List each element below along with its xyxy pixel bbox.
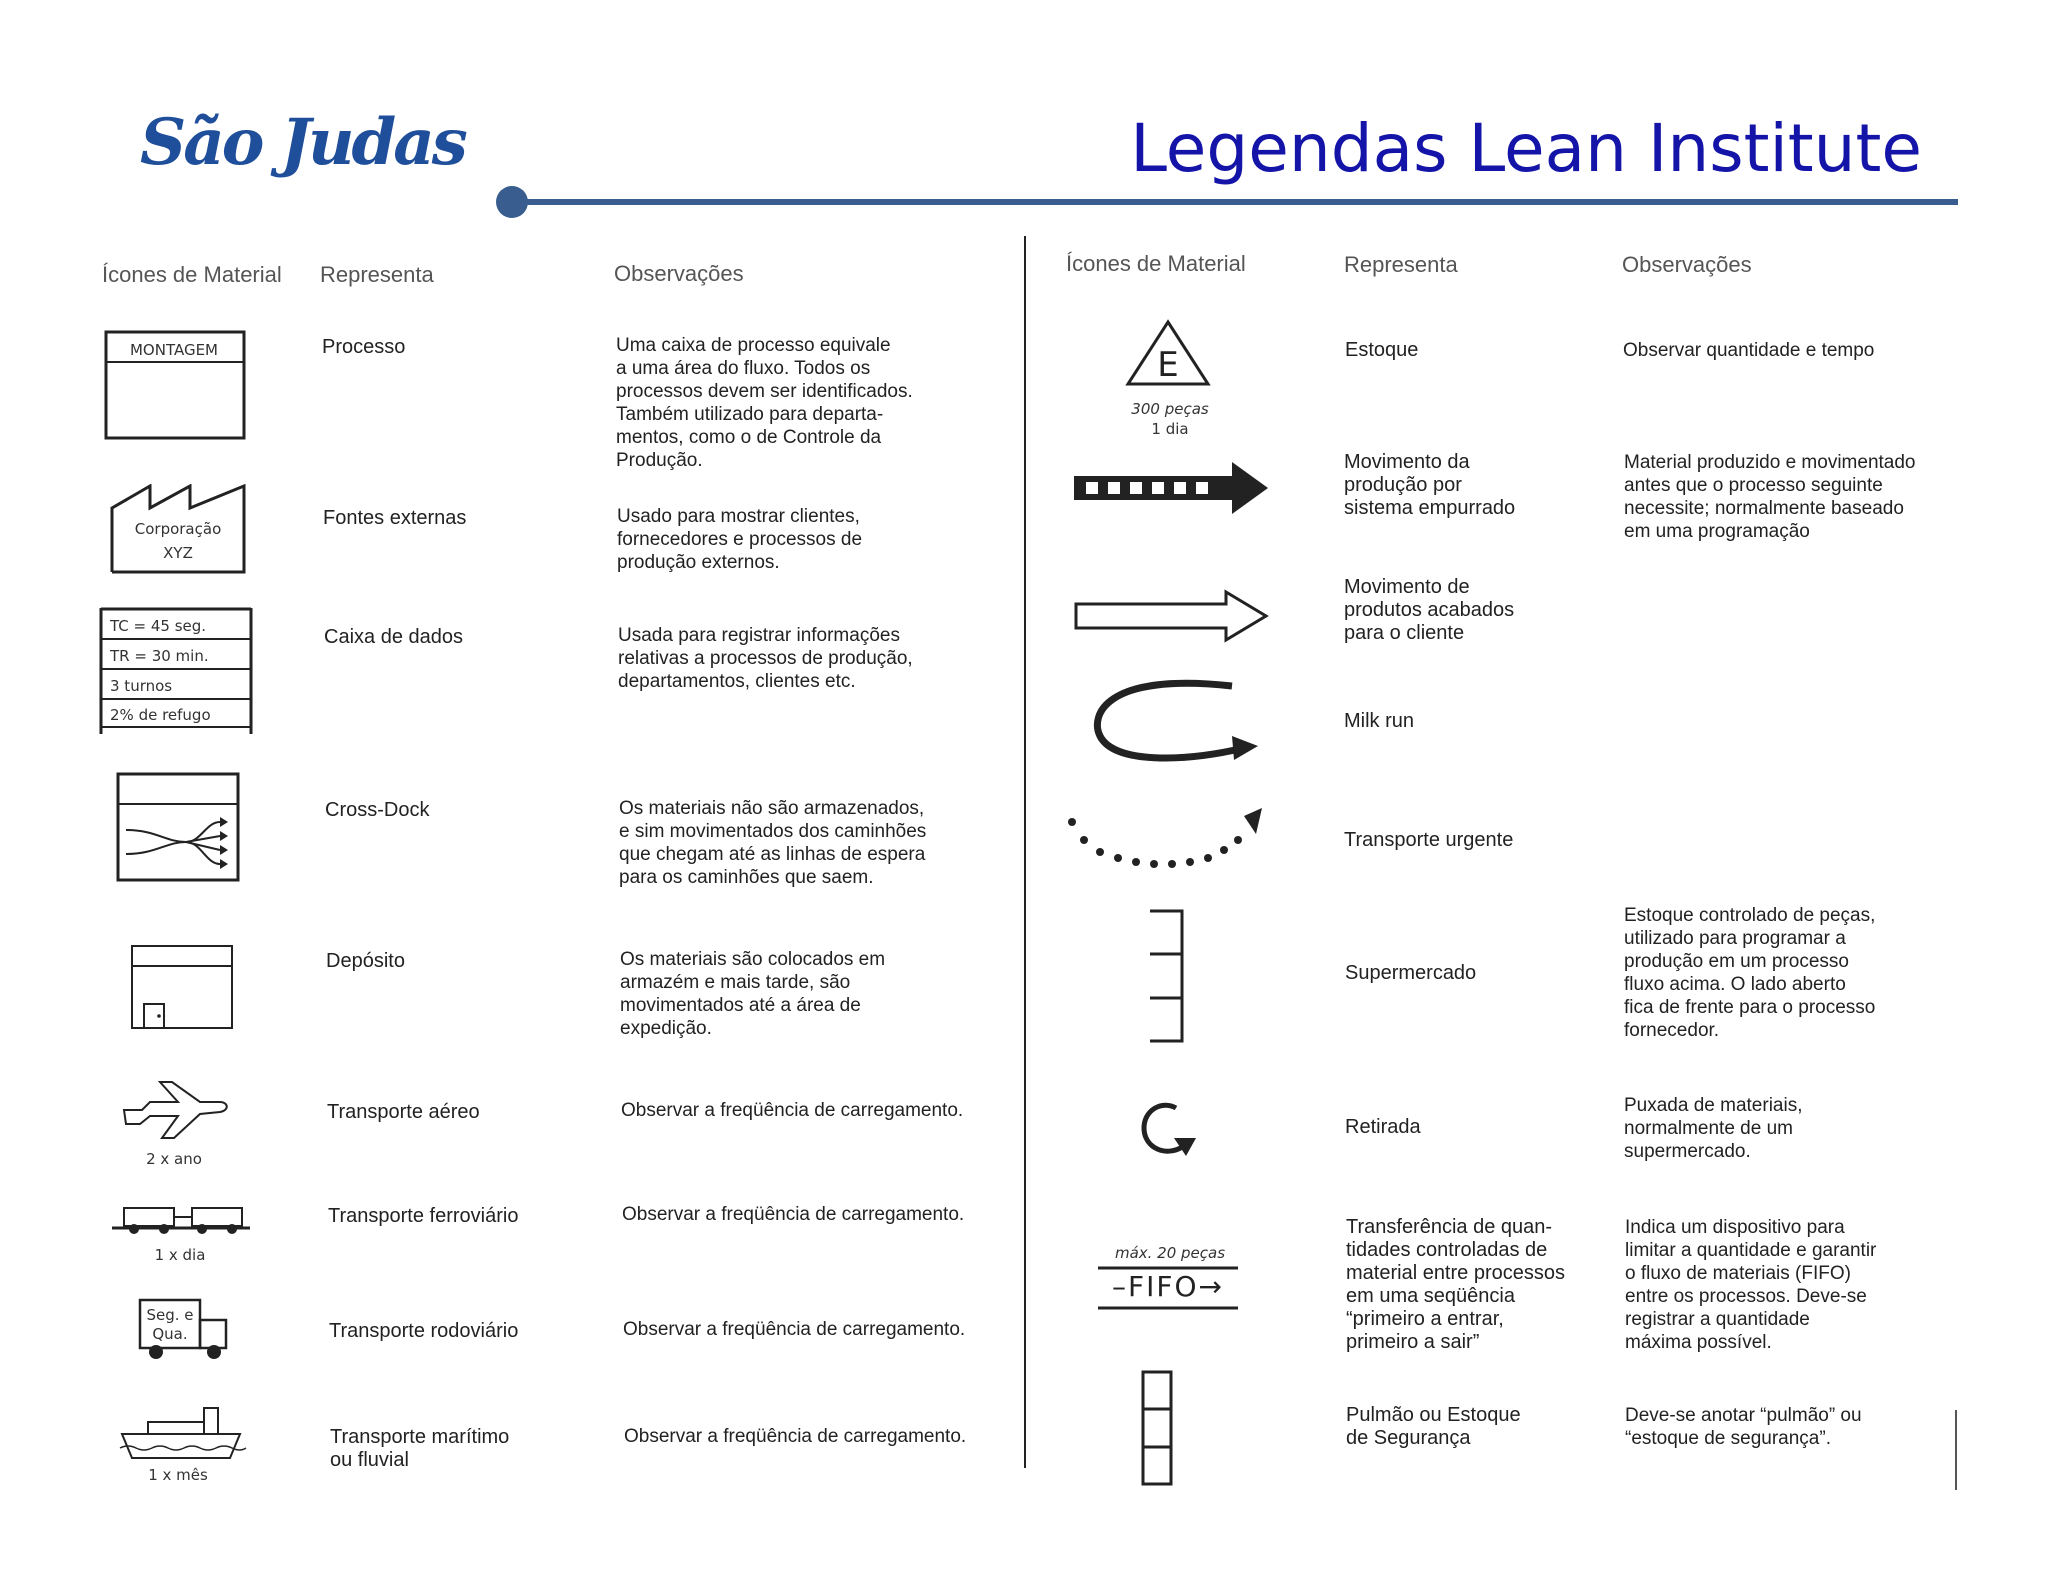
inventory-time-label: 1 dia xyxy=(1151,420,1189,438)
row-represents: Depósito xyxy=(326,950,405,972)
data-box-line-3: 3 turnos xyxy=(110,677,173,695)
right-header-represents: Representa xyxy=(1344,252,1458,277)
factory-label-2: XYZ xyxy=(163,544,193,562)
push-arrow-icon xyxy=(1072,458,1272,518)
shipment-arrow-icon xyxy=(1074,588,1270,644)
row-represents: Retirada xyxy=(1345,1116,1421,1138)
row-represents: Cross-Dock xyxy=(325,799,430,821)
warehouse-icon xyxy=(130,944,236,1032)
row-represents: Estoque xyxy=(1345,339,1419,361)
edge-mark xyxy=(1955,1410,1957,1490)
row-notes: Material produzido e movimentado antes que o processo seguinte necessite; normalmente baseado em uma programação xyxy=(1624,452,1916,542)
row-represents: Processo xyxy=(322,336,406,358)
data-box-line-2: TR = 30 min. xyxy=(110,647,209,665)
row-notes: Observar quantidade e tempo xyxy=(1623,340,1875,361)
row-represents: Transferência de quan- tidades controladas de material entre processos em uma seqüência “primeiro a entrar, primeiro a sair” xyxy=(1346,1216,1565,1353)
row-represents: Fontes externas xyxy=(323,507,467,529)
inventory-letter: E xyxy=(1157,345,1179,385)
row-represents: Supermercado xyxy=(1345,962,1477,984)
fifo-capacity-label: máx. 20 peças xyxy=(1114,1244,1226,1262)
row-notes: Usada para registrar informações relativas a processos de produção, departamentos, clientes etc. xyxy=(618,625,913,692)
row-notes: Observar a freqüência de carregamento. xyxy=(622,1204,965,1225)
row-notes: Uma caixa de processo equivale a uma área do fluxo. Todos os processos devem ser identificados. Também utilizado para departa- mentos, como o de Controle da Produção. xyxy=(616,335,913,471)
row-notes: Indica um dispositivo para limitar a quantidade e garantir o fluxo de materiais (FIFO) entre os processos. Deve-se registrar a quantidade máxima possível. xyxy=(1625,1217,1877,1353)
cross-dock-icon xyxy=(116,772,242,884)
row-notes: Os materiais são colocados em armazém e mais tarde, são movimentados até a área de expedição. xyxy=(620,949,886,1039)
milk-run-icon xyxy=(1084,676,1264,770)
factory-label-1: Corporação xyxy=(134,520,222,538)
data-box-line-4: 2% de refugo xyxy=(110,706,211,724)
train-icon xyxy=(110,1198,254,1268)
sao-judas-logo: São Judas xyxy=(140,105,465,180)
row-represents: Caixa de dados xyxy=(324,626,463,648)
factory-icon xyxy=(110,484,246,574)
fifo-label: –FIFO→ xyxy=(1112,1270,1224,1303)
ship-frequency-label: 1 x mês xyxy=(148,1466,208,1484)
data-box-line-1: TC = 45 seg. xyxy=(110,617,207,635)
left-header-notes: Observações xyxy=(614,261,744,286)
row-notes: Estoque controlado de peças, utilizado para programar a produção em um processo fluxo acima. O lado aberto fica de frente para o processo fornecedor. xyxy=(1624,905,1876,1041)
truck-label-1: Seg. e xyxy=(146,1306,194,1324)
row-notes: Observar a freqüência de carregamento. xyxy=(623,1319,966,1340)
fifo-lane-icon xyxy=(1096,1240,1242,1320)
airplane-frequency-label: 2 x ano xyxy=(146,1150,202,1168)
withdrawal-icon xyxy=(1136,1098,1200,1162)
right-header-notes: Observações xyxy=(1622,252,1752,277)
row-represents: Pulmão ou Estoque de Segurança xyxy=(1346,1404,1521,1449)
row-represents: Transporte marítimo ou fluvial xyxy=(330,1426,510,1471)
page-title: Legendas Lean Institute xyxy=(1130,110,1922,187)
column-divider xyxy=(1024,236,1026,1468)
row-notes: Usado para mostrar clientes, fornecedores e processos de produção externos. xyxy=(617,506,863,573)
process-box-label: MONTAGEM xyxy=(129,341,219,359)
row-notes: Os materiais não são armazenados, e sim movimentados dos caminhões que chegam até as linhas de espera para os caminhões que saem. xyxy=(619,798,927,888)
row-notes: Observar a freqüência de carregamento. xyxy=(621,1100,964,1121)
train-frequency-label: 1 x dia xyxy=(154,1246,206,1264)
ship-icon xyxy=(118,1404,248,1484)
row-represents: Movimento da produção por sistema empurrado xyxy=(1344,451,1516,519)
left-header-represents: Representa xyxy=(320,262,434,287)
data-box-icon xyxy=(98,606,254,736)
buffer-stock-icon xyxy=(1141,1370,1175,1486)
right-header-icons: Ícones de Material xyxy=(1066,251,1246,276)
row-represents: Movimento de produtos acabados para o cliente xyxy=(1344,576,1515,644)
truck-icon xyxy=(136,1298,232,1362)
row-notes: Observar a freqüência de carregamento. xyxy=(624,1426,967,1447)
row-represents: Transporte ferroviário xyxy=(328,1205,519,1227)
process-box-icon xyxy=(104,330,246,442)
airplane-icon xyxy=(120,1080,232,1172)
expedited-transport-icon xyxy=(1064,806,1270,876)
row-notes: Deve-se anotar “pulmão” ou “estoque de segurança”. xyxy=(1625,1405,1862,1449)
left-header-icons: Ícones de Material xyxy=(102,262,282,287)
inventory-qty-label: 300 peças xyxy=(1131,400,1209,418)
row-notes: Puxada de materiais, normalmente de um supermercado. xyxy=(1624,1095,1803,1162)
truck-label-2: Qua. xyxy=(152,1325,188,1343)
row-represents: Transporte urgente xyxy=(1344,829,1514,851)
row-represents: Transporte rodoviário xyxy=(329,1320,519,1342)
title-rule xyxy=(500,199,1958,205)
row-represents: Transporte aéreo xyxy=(327,1101,480,1123)
inventory-triangle-icon xyxy=(1124,318,1214,442)
supermarket-icon xyxy=(1148,908,1188,1044)
row-represents: Milk run xyxy=(1344,710,1415,732)
